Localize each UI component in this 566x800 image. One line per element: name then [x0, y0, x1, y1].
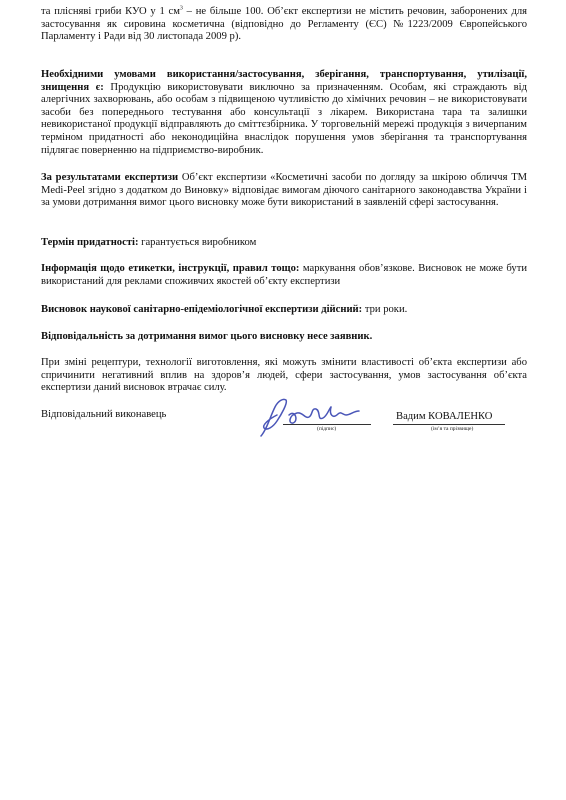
- validity-text: три роки.: [362, 304, 408, 315]
- conditions-text: Продукцію використовувати виключно за призначенням. Особам, які страждають від алергічних захворювань, або особам з підвищеною чутливістю до хімічних речовин – не використовувати засоби без попереднього тестування або консультації з лікарем. Використана тара та залишки невикористаної продукції відправляють до сміттєзбірника. У торговельній мережі продукція з вичерпаним терміном придатності або неконодиційна внаслідок порушення умов зберігання та транспортування підлягає поверненню на підприємство-виробник.: [41, 81, 527, 156]
- paragraph-text-start: та плісняві гриби КУО у 1 см: [41, 6, 180, 17]
- closing-text: При зміні рецептури, технології виготовлення, які можуть змінити властивості об’єкта експертизи або спричинити негативний вплив на здоров’я людей, сфери застосування, умов застосування об’єкта експертизи даний висновок втрачає силу.: [41, 357, 527, 394]
- results-paragraph: [41, 172, 527, 210]
- name-line: [393, 424, 505, 425]
- labeling-heading: Інформація щодо етикетки, інструкції, правил тощо:: [41, 263, 300, 274]
- validity-heading: Висновок наукової санітарно-епідеміологічної експертизи дійсний:: [41, 304, 363, 315]
- signature-caption: (підпис): [317, 426, 337, 432]
- signatory-name: Вадим КОВАЛЕНКО: [396, 411, 493, 422]
- microbiology-paragraph: [41, 6, 527, 44]
- results-heading: За результатами експертизи: [41, 172, 179, 183]
- paragraph-text-end: – не більше 100. Об’єкт експертизи не містить речовин, заборонених для застосування як сировина косметична (відповідно до Регламенту (ЄС) №1223/2009 Європейського Парламенту і Ради від 30 листопада 2009 р).: [41, 6, 527, 43]
- shelf-life-line: [41, 237, 527, 250]
- superscript-3: 3: [179, 5, 183, 12]
- conditions-heading: Необхідними умовами використання/застосування, зберігання, транспортування, утилізації, знищення є:: [41, 69, 527, 93]
- handwritten-signature: [253, 393, 373, 441]
- closing-paragraph: [41, 357, 527, 395]
- labeling-paragraph: [41, 263, 527, 288]
- shelf-life-text: гарантується виробником: [138, 237, 257, 248]
- responsibility-line: [41, 331, 527, 344]
- responsibility-heading: Відповідальність за дотримання вимог цього висновку несе заявник.: [41, 331, 373, 342]
- labeling-text: маркування обов’язкове. Висновок не може бути використаний для реклами споживчих якостей об’єкту експертизи: [41, 263, 527, 287]
- validity-line: [41, 304, 527, 317]
- signature-role: Відповідальний виконавець: [41, 409, 167, 420]
- shelf-life-heading: Термін придатності:: [41, 237, 139, 248]
- name-caption: (ім’я та прізвище): [431, 426, 474, 432]
- conditions-paragraph: [41, 69, 527, 157]
- signature-line: [283, 424, 371, 425]
- results-text: Об’єкт експертизи «Косметичні засоби по догляду за шкірою обличчя ТМ Medi-Peel згідно з додатком до Виновку» відповідає вимогам діючого санітарного законодавства України і за умови дотримання вимог цього висновку може бути використаний в заявленій сфері застосування.: [41, 172, 528, 209]
